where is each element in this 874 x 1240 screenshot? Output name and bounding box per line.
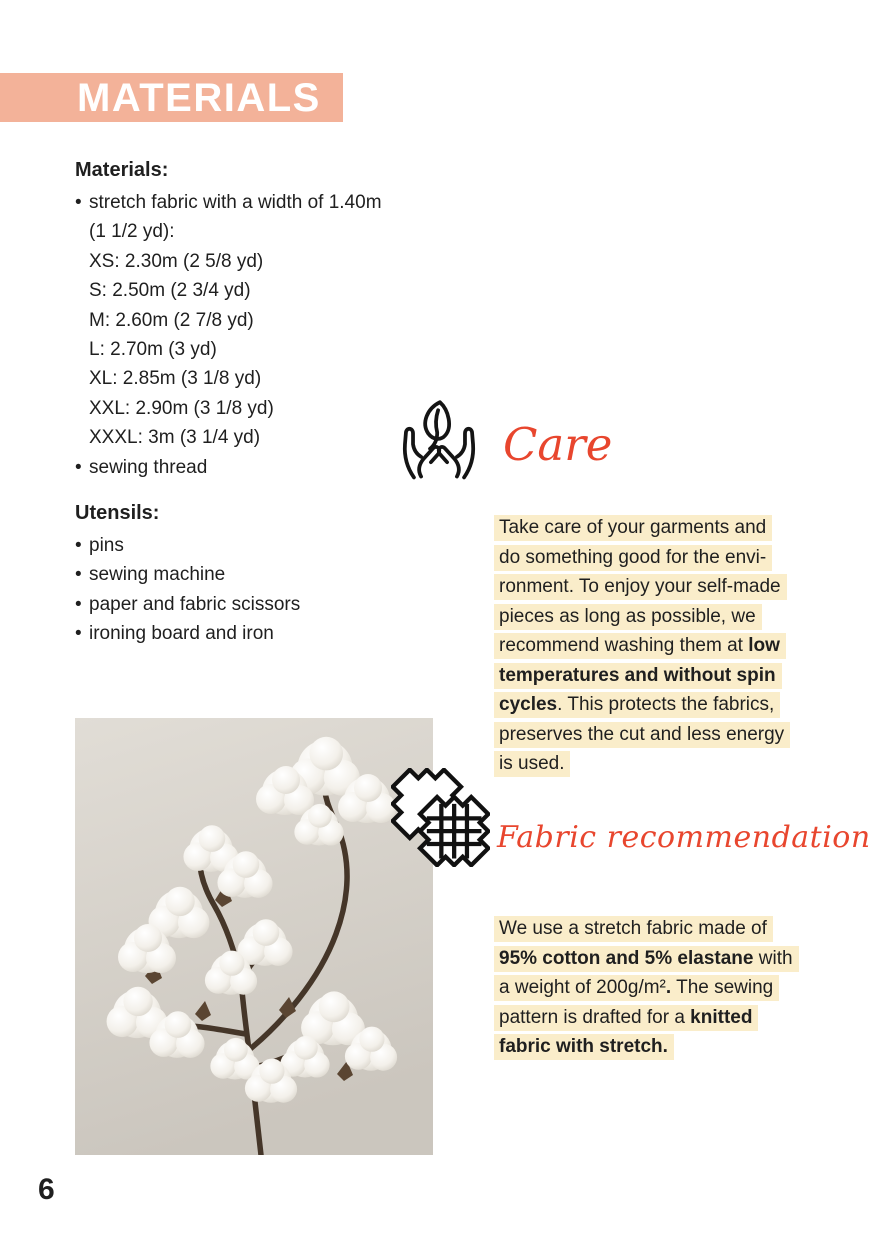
list-line: S: 2.50m (2 3/4 yd) [89, 280, 251, 302]
list-line: M: 2.60m (2 7/8 yd) [89, 309, 254, 331]
highlighted-line: temperatures and without spin [494, 663, 782, 689]
list-line: (1 1/2 yd): [89, 221, 175, 243]
highlighted-line: a weight of 200g/m². The sewing [494, 975, 779, 1001]
hands-holding-leaf-icon [396, 395, 482, 481]
fabric-recommendation-heading: Fabric recommendation [497, 820, 871, 855]
highlighted-line: fabric with stretch. [494, 1034, 674, 1060]
utensils-section [75, 501, 300, 649]
highlighted-line: 95% cotton and 5% elastane with [494, 946, 799, 972]
list-line: XL: 2.85m (3 1/8 yd) [89, 368, 262, 390]
highlighted-line: pieces as long as possible, we [494, 604, 762, 630]
highlighted-line: We use a stretch fabric made of [494, 916, 773, 942]
utensils-heading: Utensils: [75, 502, 160, 524]
fabric-recommendation-paragraph [494, 914, 844, 1062]
highlighted-line: cycles. This protects the fabrics, [494, 692, 780, 718]
section-title-bar [0, 73, 343, 122]
highlighted-line: Take care of your garments and [494, 515, 772, 541]
list-line: • stretch fabric with a width of 1.40m [75, 192, 382, 213]
care-heading: Care [503, 418, 613, 471]
highlighted-line: pattern is drafted for a knitted [494, 1005, 758, 1031]
highlighted-line: recommend washing them at low [494, 633, 786, 659]
list-line: • sewing thread [75, 456, 208, 478]
highlighted-line: is used. [494, 751, 570, 777]
list-line: • pins [75, 535, 124, 556]
list-line: XS: 2.30m (2 5/8 yd) [89, 250, 264, 272]
materials-section [75, 158, 382, 482]
materials-heading: Materials: [75, 159, 169, 181]
page-number: 6 [38, 1173, 55, 1206]
list-line: L: 2.70m (3 yd) [89, 339, 217, 361]
care-paragraph [494, 513, 844, 779]
page-title: MATERIALS [77, 76, 321, 120]
list-line: XXXL: 3m (3 1/4 yd) [89, 427, 261, 449]
materials-list [75, 188, 382, 482]
list-line: • ironing board and iron [75, 623, 274, 645]
list-line: • paper and fabric scissors [75, 593, 301, 615]
list-line: • sewing machine [75, 564, 226, 586]
utensils-list [75, 531, 300, 649]
cotton-branch-photo [75, 718, 433, 1155]
highlighted-line: ronment. To enjoy your self-made [494, 574, 787, 600]
highlighted-line: do something good for the envi- [494, 545, 772, 571]
fabric-swatch-icon [391, 768, 490, 867]
highlighted-line: preserves the cut and less energy [494, 722, 790, 748]
list-line: XXL: 2.90m (3 1/8 yd) [89, 397, 274, 419]
